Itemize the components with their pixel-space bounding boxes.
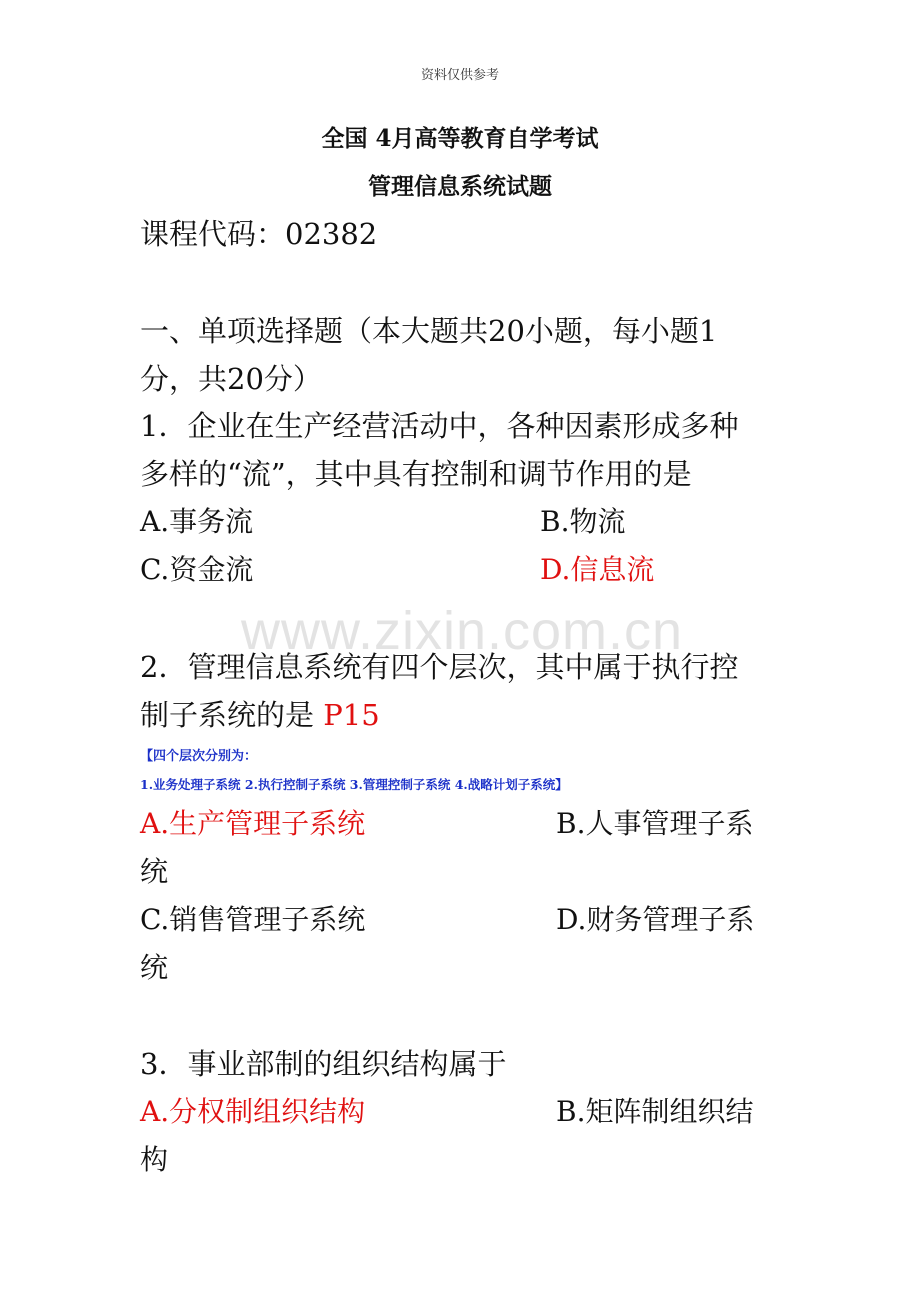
question-3-option-b: B.矩阵制组织结 bbox=[556, 1095, 754, 1128]
question-1-option-d-answer: D.信息流 bbox=[540, 553, 655, 586]
course-code: 课程代码：02382 bbox=[140, 217, 378, 251]
question-1-option-b: B.物流 bbox=[540, 505, 626, 538]
question-3-option-b-continued: 构 bbox=[140, 1143, 169, 1176]
question-2-page-ref: P15 bbox=[323, 698, 380, 732]
question-2-option-b: B.人事管理子系 bbox=[556, 807, 754, 840]
question-2-option-b-continued: 统 bbox=[140, 855, 169, 888]
section-heading-line1: 一、单项选择题（本大题共20小题，每小题1 bbox=[140, 314, 718, 348]
question-1-option-a: A.事务流 bbox=[140, 505, 254, 538]
section-heading-line2: 分，共20分） bbox=[140, 362, 322, 396]
question-2-option-a-answer: A.生产管理子系统 bbox=[140, 807, 366, 840]
question-2-stem-line2 bbox=[140, 691, 380, 739]
question-3-option-a-answer: A.分权制组织结构 bbox=[140, 1095, 366, 1128]
question-2-option-d-continued: 统 bbox=[140, 951, 169, 984]
exam-title: 全国 4月高等教育自学考试 bbox=[321, 125, 599, 152]
question-2-option-d: D.财务管理子系 bbox=[556, 903, 755, 936]
exam-subject-title: 管理信息系统试题 bbox=[368, 173, 552, 200]
question-2-note-line1: 【四个层次分别为： bbox=[140, 749, 258, 764]
question-3-stem: 3．事业部制的组织结构属于 bbox=[140, 1047, 507, 1081]
question-1-option-c: C.资金流 bbox=[140, 553, 254, 586]
watermark: www.zixin.com.cn bbox=[240, 601, 684, 661]
question-1-stem-line1: 1．企业在生产经营活动中，各种因素形成多种 bbox=[140, 409, 739, 443]
header-note: 资料仅供参考 bbox=[420, 68, 499, 83]
question-2-option-c: C.销售管理子系统 bbox=[140, 903, 366, 936]
question-2-note-line2: 1.业务处理子系统 2.执行控制子系统 3.管理控制子系统 4.战略计划子系统】 bbox=[140, 777, 568, 792]
question-1-stem-line2: 多样的“流”，其中具有控制和调节作用的是 bbox=[140, 457, 692, 491]
question-2-stem-text: 制子系统的是 bbox=[140, 698, 315, 732]
question-2-stem-line1: 2．管理信息系统有四个层次，其中属于执行控 bbox=[140, 650, 739, 684]
